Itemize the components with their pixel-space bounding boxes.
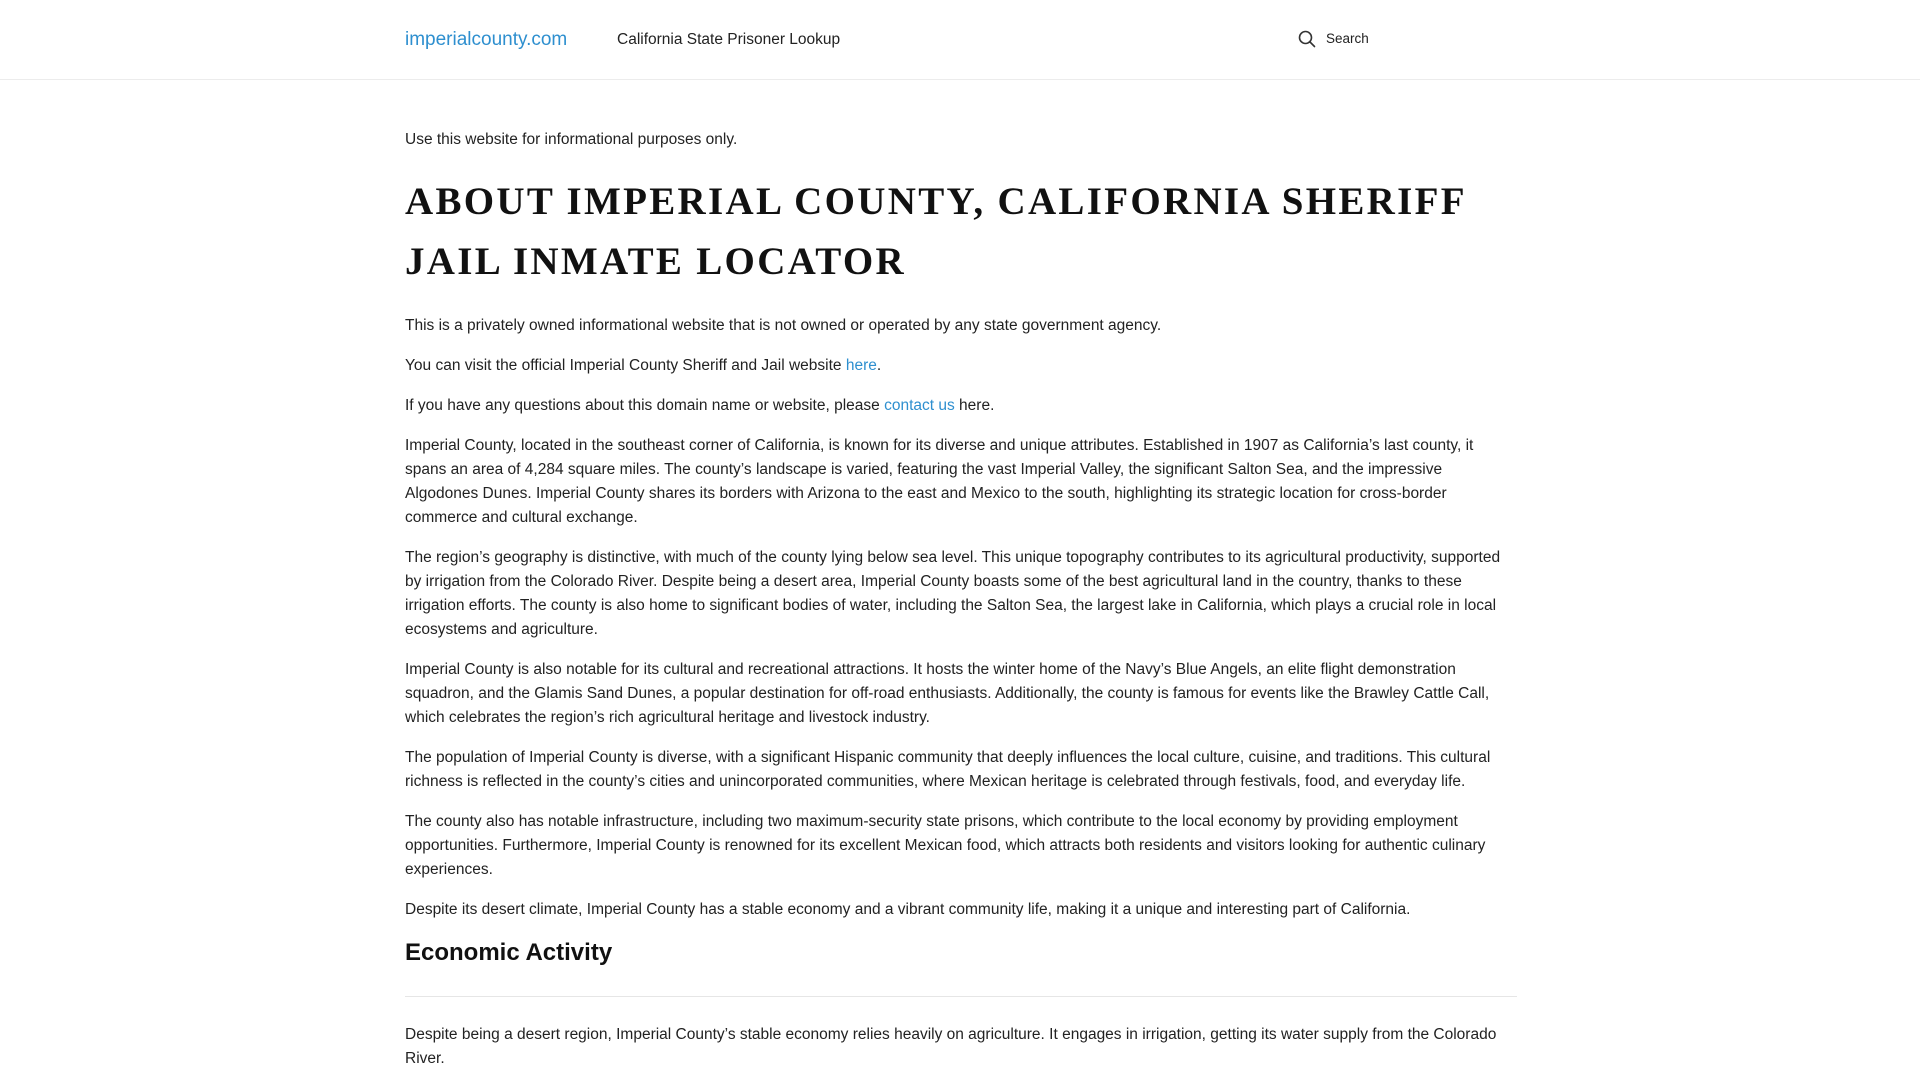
nav-prisoner-lookup-link[interactable]: California State Prisoner Lookup (617, 31, 841, 48)
search-label: Search (1326, 31, 1369, 46)
search-icon (1298, 30, 1316, 48)
site-brand-link[interactable]: imperialcounty.com (405, 29, 568, 50)
official-site-paragraph (405, 354, 1517, 378)
official-site-text: You can visit the official Imperial County Sheriff and Jail website (405, 357, 846, 374)
paragraph-geography: The region’s geography is distinctive, with much of the county lying below sea level. This unique topography contributes to its agricultural productivity, supported by irrigation from the Colorado River. Despite being a desert area, Imperial County boasts some of the best agricultural land in the country, thanks to these irrigation efforts. The county is also home to significant bodies of water, including the Salton Sea, the largest lake in California, which plays a crucial role in local ecosystems and agriculture. (405, 549, 1501, 638)
official-site-link[interactable]: here (845, 357, 877, 374)
official-site-suffix: . (876, 357, 882, 374)
paragraph-infrastructure: The county also has notable infrastructure, including two maximum-security state prisons, which contribute to the local economy by providing employment opportunities. Furthermore, Imperial County is renowned for its excellent Mexican food, which attracts both residents and visitors looking for authentic culinary experiences. (405, 813, 1486, 878)
page-title: ABOUT IMPERIAL COUNTY, CALIFORNIA SHERIFF JAIL INMATE LOCATOR (405, 180, 1466, 283)
contact-suffix: here. (954, 397, 995, 414)
paragraph-summary: Despite its desert climate, Imperial County has a stable economy and a vibrant community life, making it a unique and interesting part of California. (405, 901, 1411, 918)
main-content (405, 126, 1517, 1087)
paragraph-economy: Despite being a desert region, Imperial County’s stable economy relies heavily on agriculture. It engages in irrigation, getting its water supply from the Colorado River. (405, 1026, 1497, 1067)
disclaimer-paragraph: This is a privately owned informational website that is not owned or operated by any state government agency. (405, 317, 1162, 334)
section-heading-economic-activity: Economic Activity (405, 936, 1517, 997)
site-header (0, 0, 1920, 80)
contact-paragraph (405, 394, 1517, 418)
paragraph-overview: Imperial County, located in the southeast corner of California, is known for its diverse and unique attributes. Established in 1907 as California’s last county, it spans an area of 4,284 square miles. The county’s landscape is varied, featuring the vast Imperial Valley, the significant Salton Sea, and the impressive Algodones Dunes. Imperial County shares its borders with Arizona to the east and Mexico to the south, highlighting its strategic location for cross-border commerce and cultural exchange. (405, 437, 1474, 526)
contact-us-link[interactable]: contact us (884, 397, 955, 414)
paragraph-attractions: Imperial County is also notable for its cultural and recreational attractions. It hosts the winter home of the Navy’s Blue Angels, an elite flight demonstration squadron, and the Glamis Sand Dunes, a popular destination for off-road enthusiasts. Additionally, the county is famous for events like the Brawley Cattle Call, which celebrates the region’s rich agricultural heritage and livestock industry. (405, 661, 1490, 726)
contact-text: If you have any questions about this domain name or website, please (405, 397, 885, 414)
search-button[interactable] (1298, 28, 1369, 50)
informational-notice: Use this website for informational purposes only. (405, 131, 738, 148)
paragraph-population: The population of Imperial County is diverse, with a significant Hispanic community that deeply influences the local culture, cuisine, and traditions. This cultural richness is reflected in the county’s cities and unincorporated communities, where Mexican heritage is celebrated through festivals, food, and everyday life. (405, 749, 1491, 790)
